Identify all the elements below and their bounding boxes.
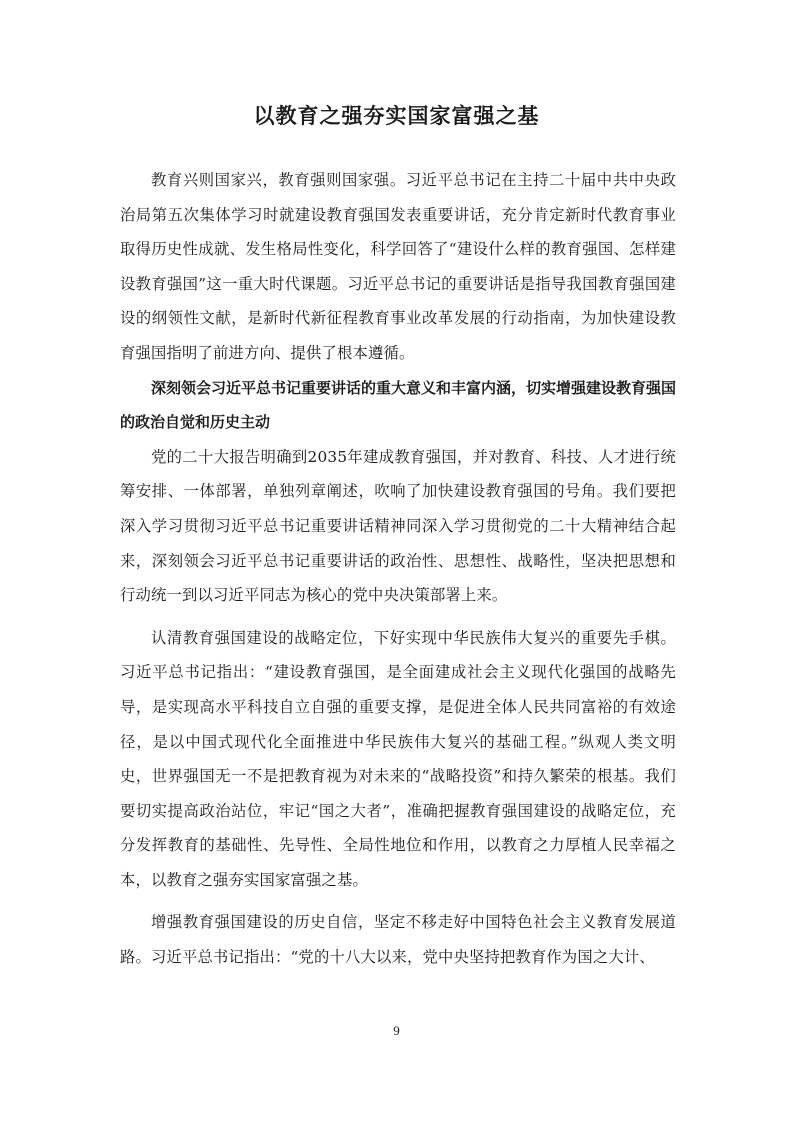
document-body [120,163,676,975]
document-title: 以教育之强夯实国家富强之基 [253,104,540,128]
section-heading: 深刻领会习近平总书记重要讲话的重大意义和丰富内涵，切实增强建设教育强国的政治自觉和历史主动 [120,378,677,432]
paragraph-strategic-position: 认清教育强国建设的战略定位，下好实现中华民族伟大复兴的重要先手棋。习近平总书记指出：“建设教育强国，是全面建成社会主义现代化强国的战略先导，是实现高水平科技自立自强的重要支撑，是促进全体人民共同富裕的有效途径，是以中国式现代化全面推进中华民族伟大复兴的基础工程。”纵观人类文明史，世界强国无一不是把教育视为对未来的“战略投资”和持久繁荣的根基。我们要切实提高政治站位，牢记“国之大者”，准确把握教育强国建设的战略定位，充分发挥教育的基础性、先导性、全局性地位和作用，以教育之力厚植人民幸福之本，以教育之强夯实国家富强之基。 [120,628,676,889]
paragraph-intro: 教育兴则国家兴，教育强则国家强。习近平总书记在主持二十届中共中央政治局第五次集体学习时就建设教育强国发表重要讲话，充分肯定新时代教育事业取得历史性成就、发生格局性变化，科学回答了“建设什么样的教育强国、怎样建设教育强国”这一重大时代课题。习近平总书记的重要讲话是指导我国教育强国建设的纲领性文献，是新时代新征程教育事业改革发展的行动指南，为加快建设教育强国指明了前进方向、提供了根本遵循。 [120,171,676,362]
page-number: 9 [393,1023,400,1038]
paragraph-historical-confidence: 增强教育强国建设的历史自信，坚定不移走好中国特色社会主义教育发展道路。习近平总书记指出：“党的十八大以来，党中央坚持把教育作为国之大计、 [120,913,676,967]
paragraph-report: 党的二十大报告明确到2035年建成教育强国，并对教育、科技、人才进行统筹安排、一体部署，单独列章阐述，吹响了加快建设教育强国的号角。我们要把深入学习贯彻习近平总书记重要讲话精神同深入学习贯彻党的二十大精神结合起来，深刻领会习近平总书记重要讲话的政治性、思想性、战略性，坚决把思想和行动统一到以习近平同志为核心的党中央决策部署上来。 [120,447,676,605]
